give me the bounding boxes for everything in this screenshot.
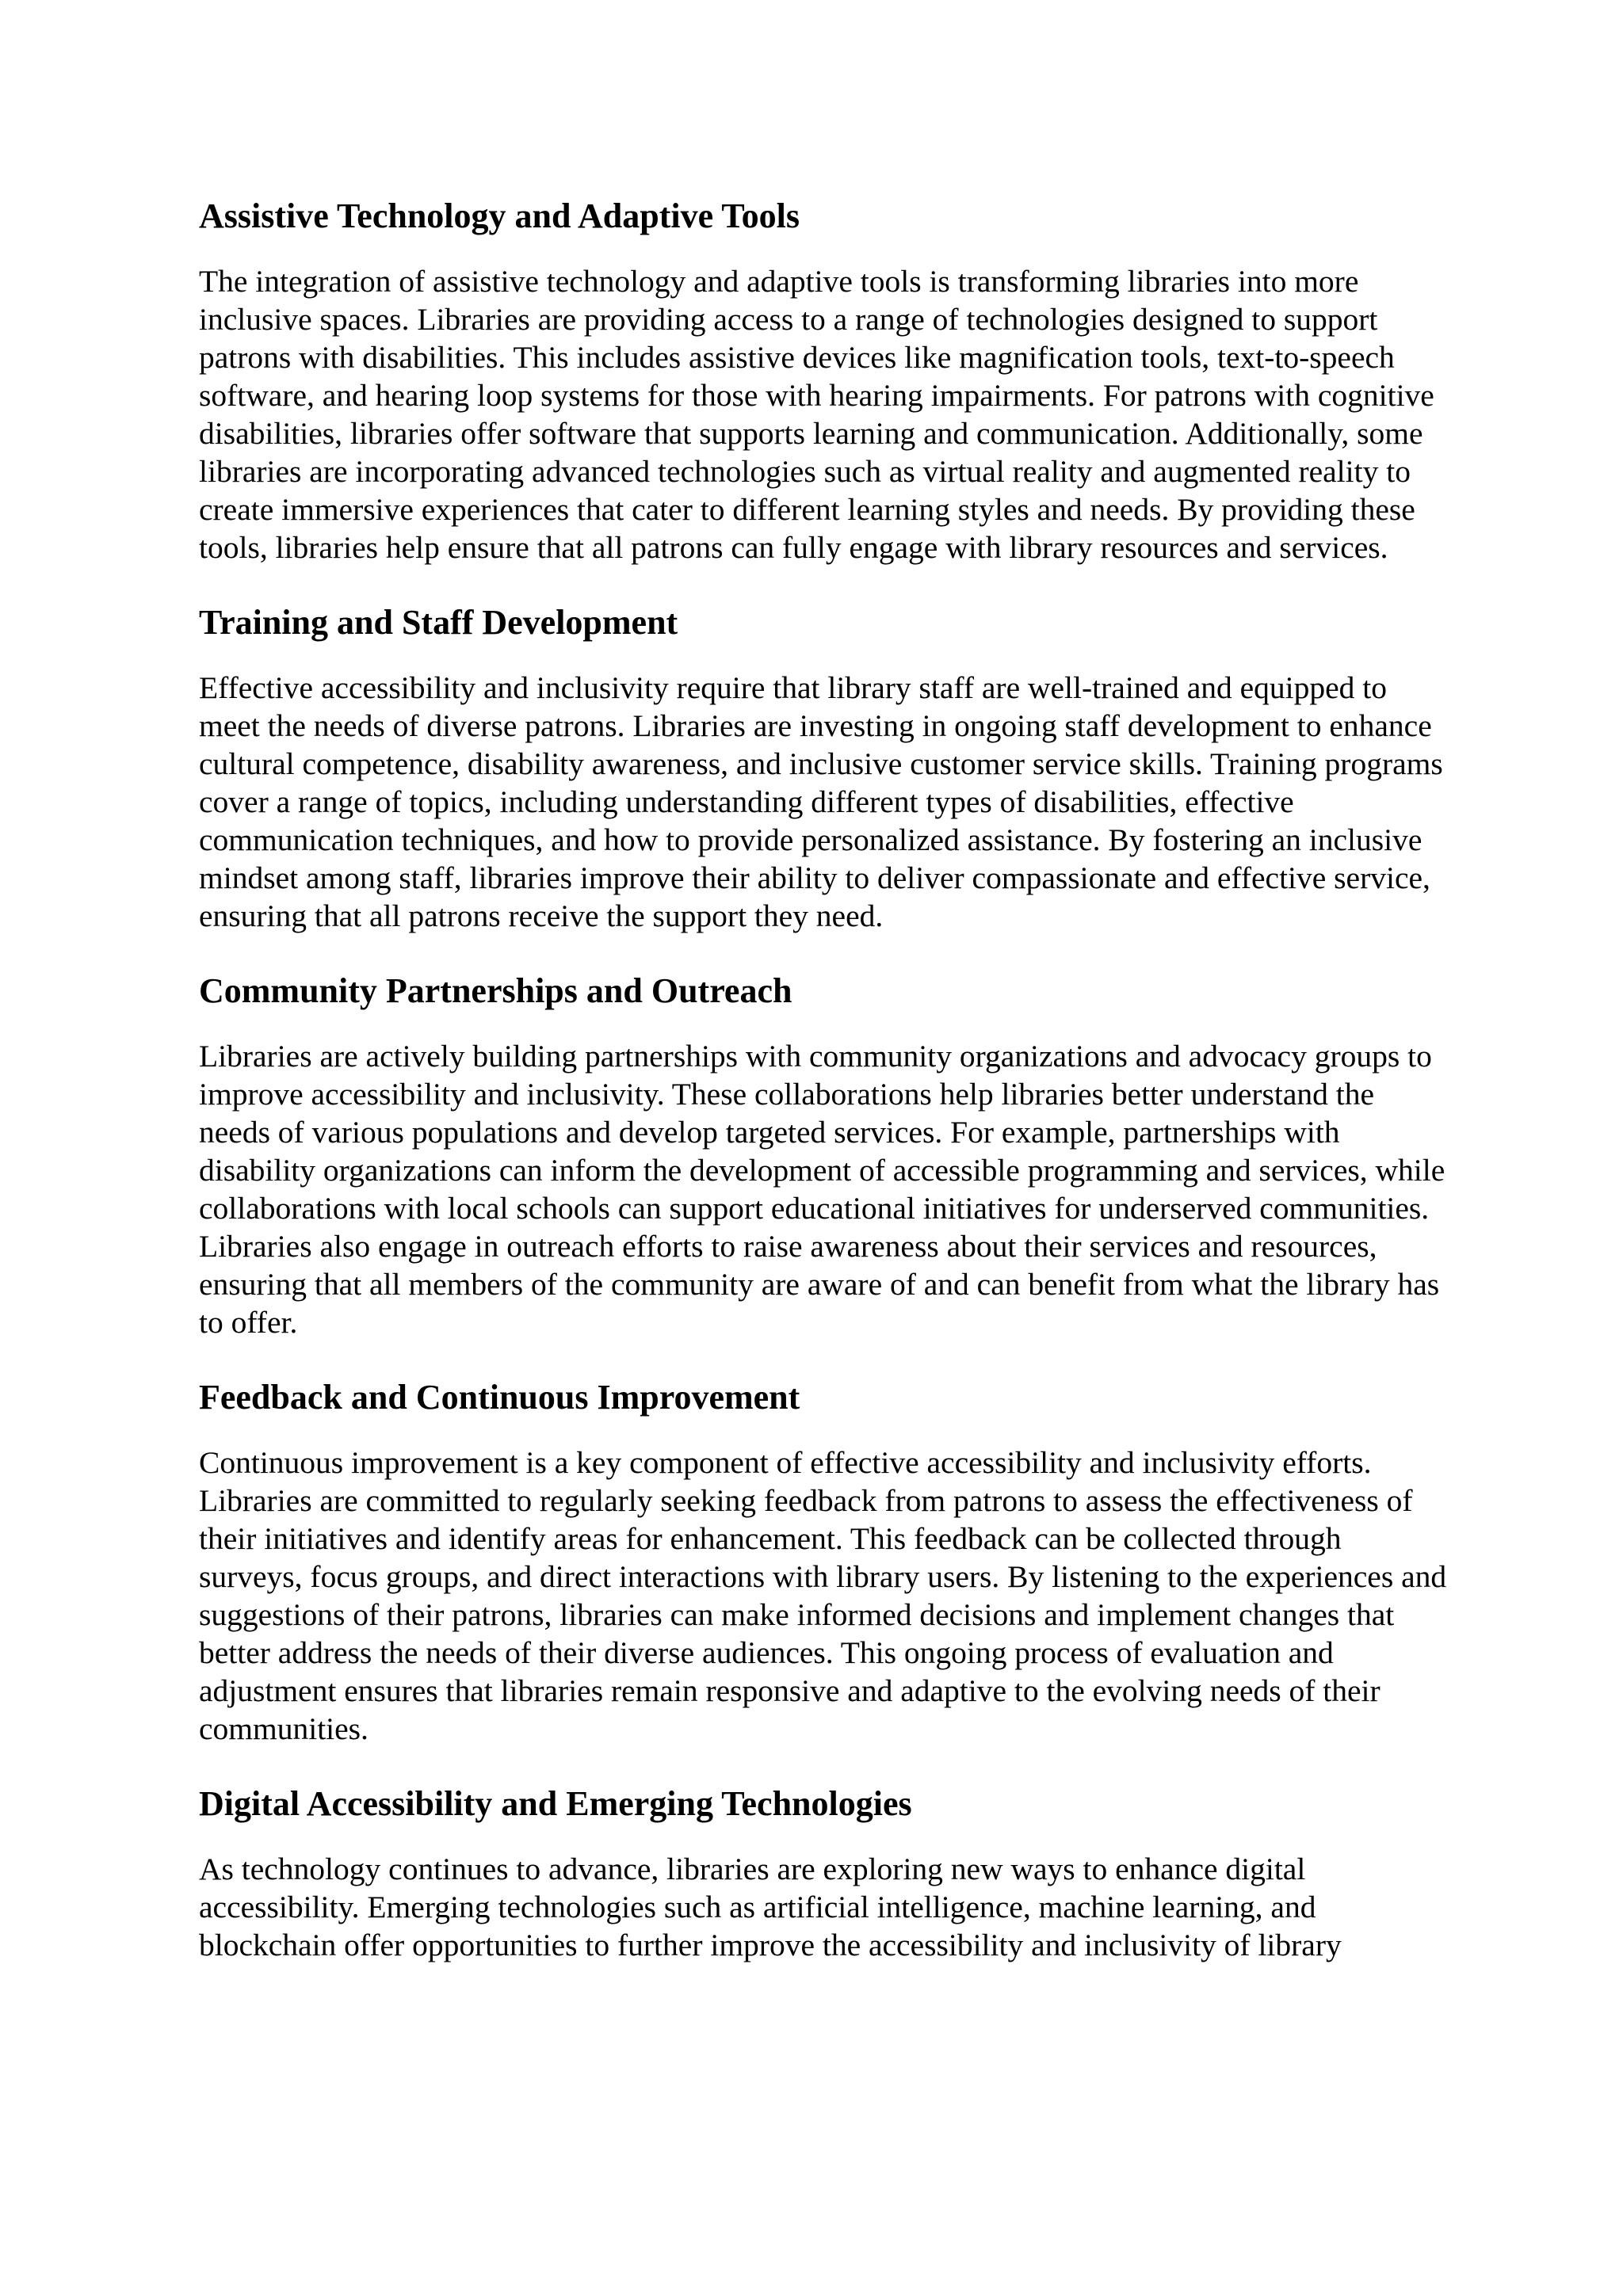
section-feedback-improvement (199, 1374, 1451, 1748)
section-paragraph: Libraries are actively building partnerships with community organizations and advocacy groups to improve accessibility and inclusivity. These collaborations help libraries better understand the needs of various populations and develop targeted services. For example, partnerships with disability organizations can inform the development of accessible programming and services, while collaborations with local schools can support educational initiatives for underserved communities. Libraries also engage in outreach efforts to raise awareness about their services and resources, ensuring that all members of the community are aware of and can benefit from what the library has to offer. (199, 1039, 1445, 1340)
section-paragraph: The integration of assistive technology and adaptive tools is transforming libraries into more inclusive spaces. Libraries are providing access to a range of technologies designed to support patrons with disabilities. This includes assistive devices like magnification tools, text-to-speech software, and hearing loop systems for those with hearing impairments. For patrons with cognitive disabilities, libraries offer software that supports learning and communication. Additionally, some libraries are incorporating advanced technologies such as virtual reality and augmented reality to create immersive experiences that cater to different learning styles and needs. By providing these tools, libraries help ensure that all patrons can fully engage with library resources and services. (199, 264, 1434, 565)
section-paragraph: Continuous improvement is a key component of effective accessibility and inclusivity efforts. Libraries are committed to regularly seeking feedback from patrons to assess the effectiveness of their initiatives and identify areas for enhancement. This feedback can be collected through surveys, focus groups, and direct interactions with library users. By listening to the experiences and suggestions of their patrons, libraries can make informed decisions and implement changes that better address the needs of their diverse audiences. This ongoing process of evaluation and adjustment ensures that libraries remain responsive and adaptive to the evolving needs of their communities. (199, 1445, 1447, 1746)
section-paragraph: As technology continues to advance, libraries are exploring new ways to enhance digital accessibility. Emerging technologies such as artificial intelligence, machine learning, and blockchain offer opportunities to further improve the accessibility and inclusivity of library (199, 1852, 1342, 1962)
section-paragraph: Effective accessibility and inclusivity require that library staff are well-trained and equipped to meet the needs of diverse patrons. Libraries are investing in ongoing staff development to enhance cultural competence, disability awareness, and inclusive customer service skills. Training programs cover a range of topics, including understanding different types of disabilities, effective communication techniques, and how to provide personalized assistance. By fostering an inclusive mindset among staff, libraries improve their ability to deliver compassionate and effective service, ensuring that all patrons receive the support they need. (199, 670, 1443, 933)
section-heading: Feedback and Continuous Improvement (199, 1378, 800, 1417)
section-training-staff (199, 599, 1451, 935)
document-page (199, 193, 1451, 1997)
section-digital-accessibility (199, 1780, 1451, 1964)
section-heading: Training and Staff Development (199, 603, 678, 642)
section-assistive-technology (199, 193, 1451, 566)
section-community-partnerships (199, 967, 1451, 1341)
section-heading: Digital Accessibility and Emerging Technologies (199, 1784, 912, 1823)
section-heading: Assistive Technology and Adaptive Tools (199, 196, 800, 235)
section-heading: Community Partnerships and Outreach (199, 971, 792, 1010)
